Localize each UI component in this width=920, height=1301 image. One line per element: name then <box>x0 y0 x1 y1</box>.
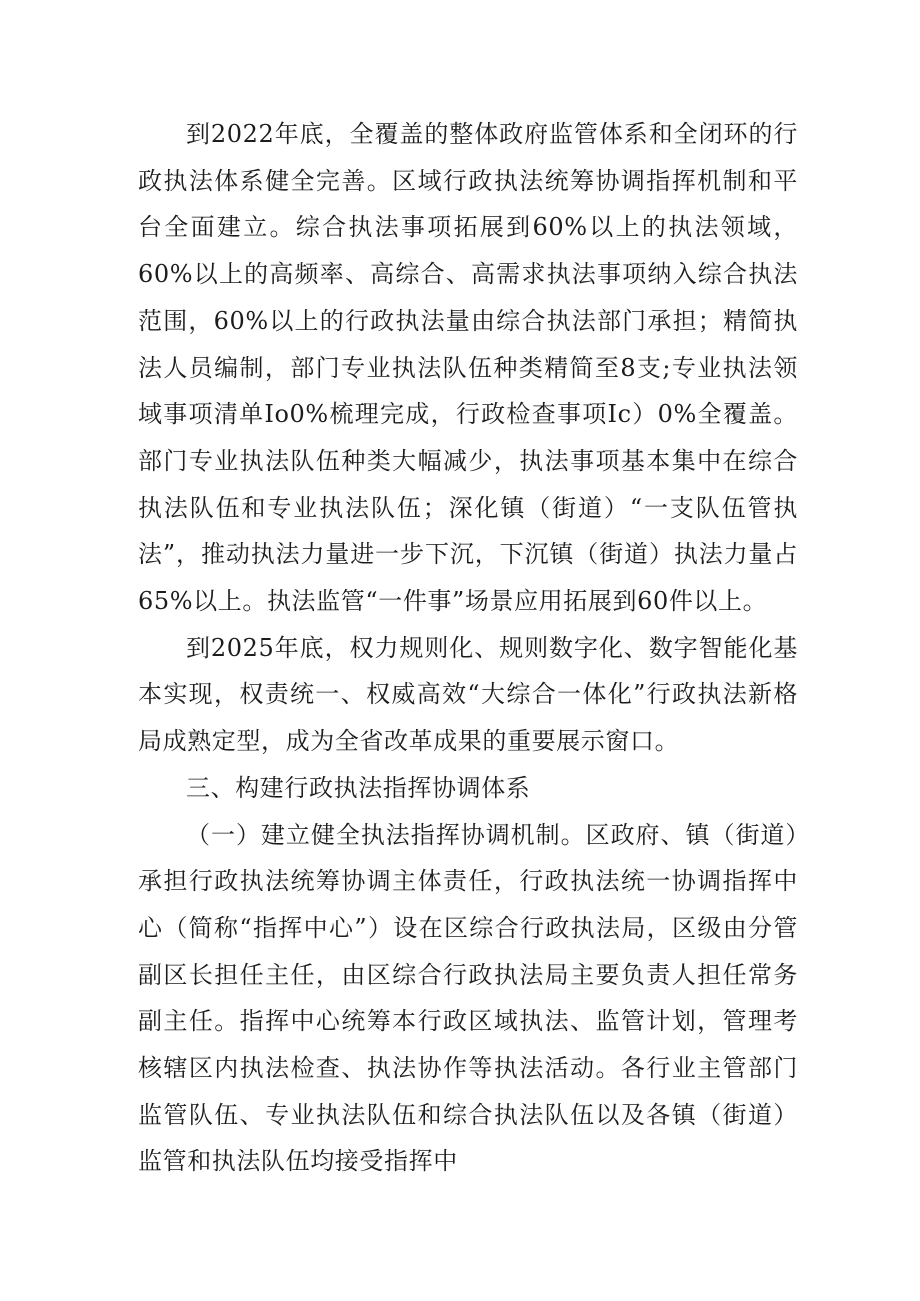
paragraph-2025-goals: 到2025年底，权力规则化、规则数字化、数字智能化基本实现，权责统一、权威高效“大综合一体化”行政执法新格局成熟定型，成为全省改革成果的重要展示窗口。 <box>138 633 798 756</box>
paragraph-2022-goals: 到2022年底，全覆盖的整体政府监管体系和全闭环的行政执法体系健全完善。区域行政执法统筹协调指挥机制和平台全面建立。综合执法事项拓展到60%以上的执法领域，60%以上的高频率、高综合、高需求执法事项纳入综合执法范围，60%以上的行政执法量由综合执法部门承担；精简执法人员编制，部门专业执法队伍种类精简至8支;专业执法领域事项清单Io0%梳理完成，行政检查事项Ic）0%全覆盖。部门专业执法队伍种类大幅减少，执法事项基本集中在综合执法队伍和专业执法队伍；深化镇（街道）“一支队伍管执法”，推动执法力量进一步下沉，下沉镇（街道）执法力量占65%以上。执法监管“一件事”场景应用拓展到60件以上。 <box>138 120 798 616</box>
paragraph-command-mechanism: （一）建立健全执法指挥协调机制。区政府、镇（街道）承担行政执法统筹协调主体责任，行政执法统一协调指挥中心（简称“指挥中心”）设在区综合行政执法局，区级由分管副区长担任主任，由区综合行政执法局主要负责人担任常务副主任。指挥中心统筹本行政区域执法、监管计划，管理考核辖区内执法检查、执法协作等执法活动。各行业主管部门监管队伍、专业执法队伍和综合执法队伍以及各镇（街道）监管和执法队伍均接受指挥中 <box>138 820 798 1176</box>
section-heading-3: 三、构建行政执法指挥协调体系 <box>186 773 531 802</box>
document-body <box>138 111 798 1185</box>
